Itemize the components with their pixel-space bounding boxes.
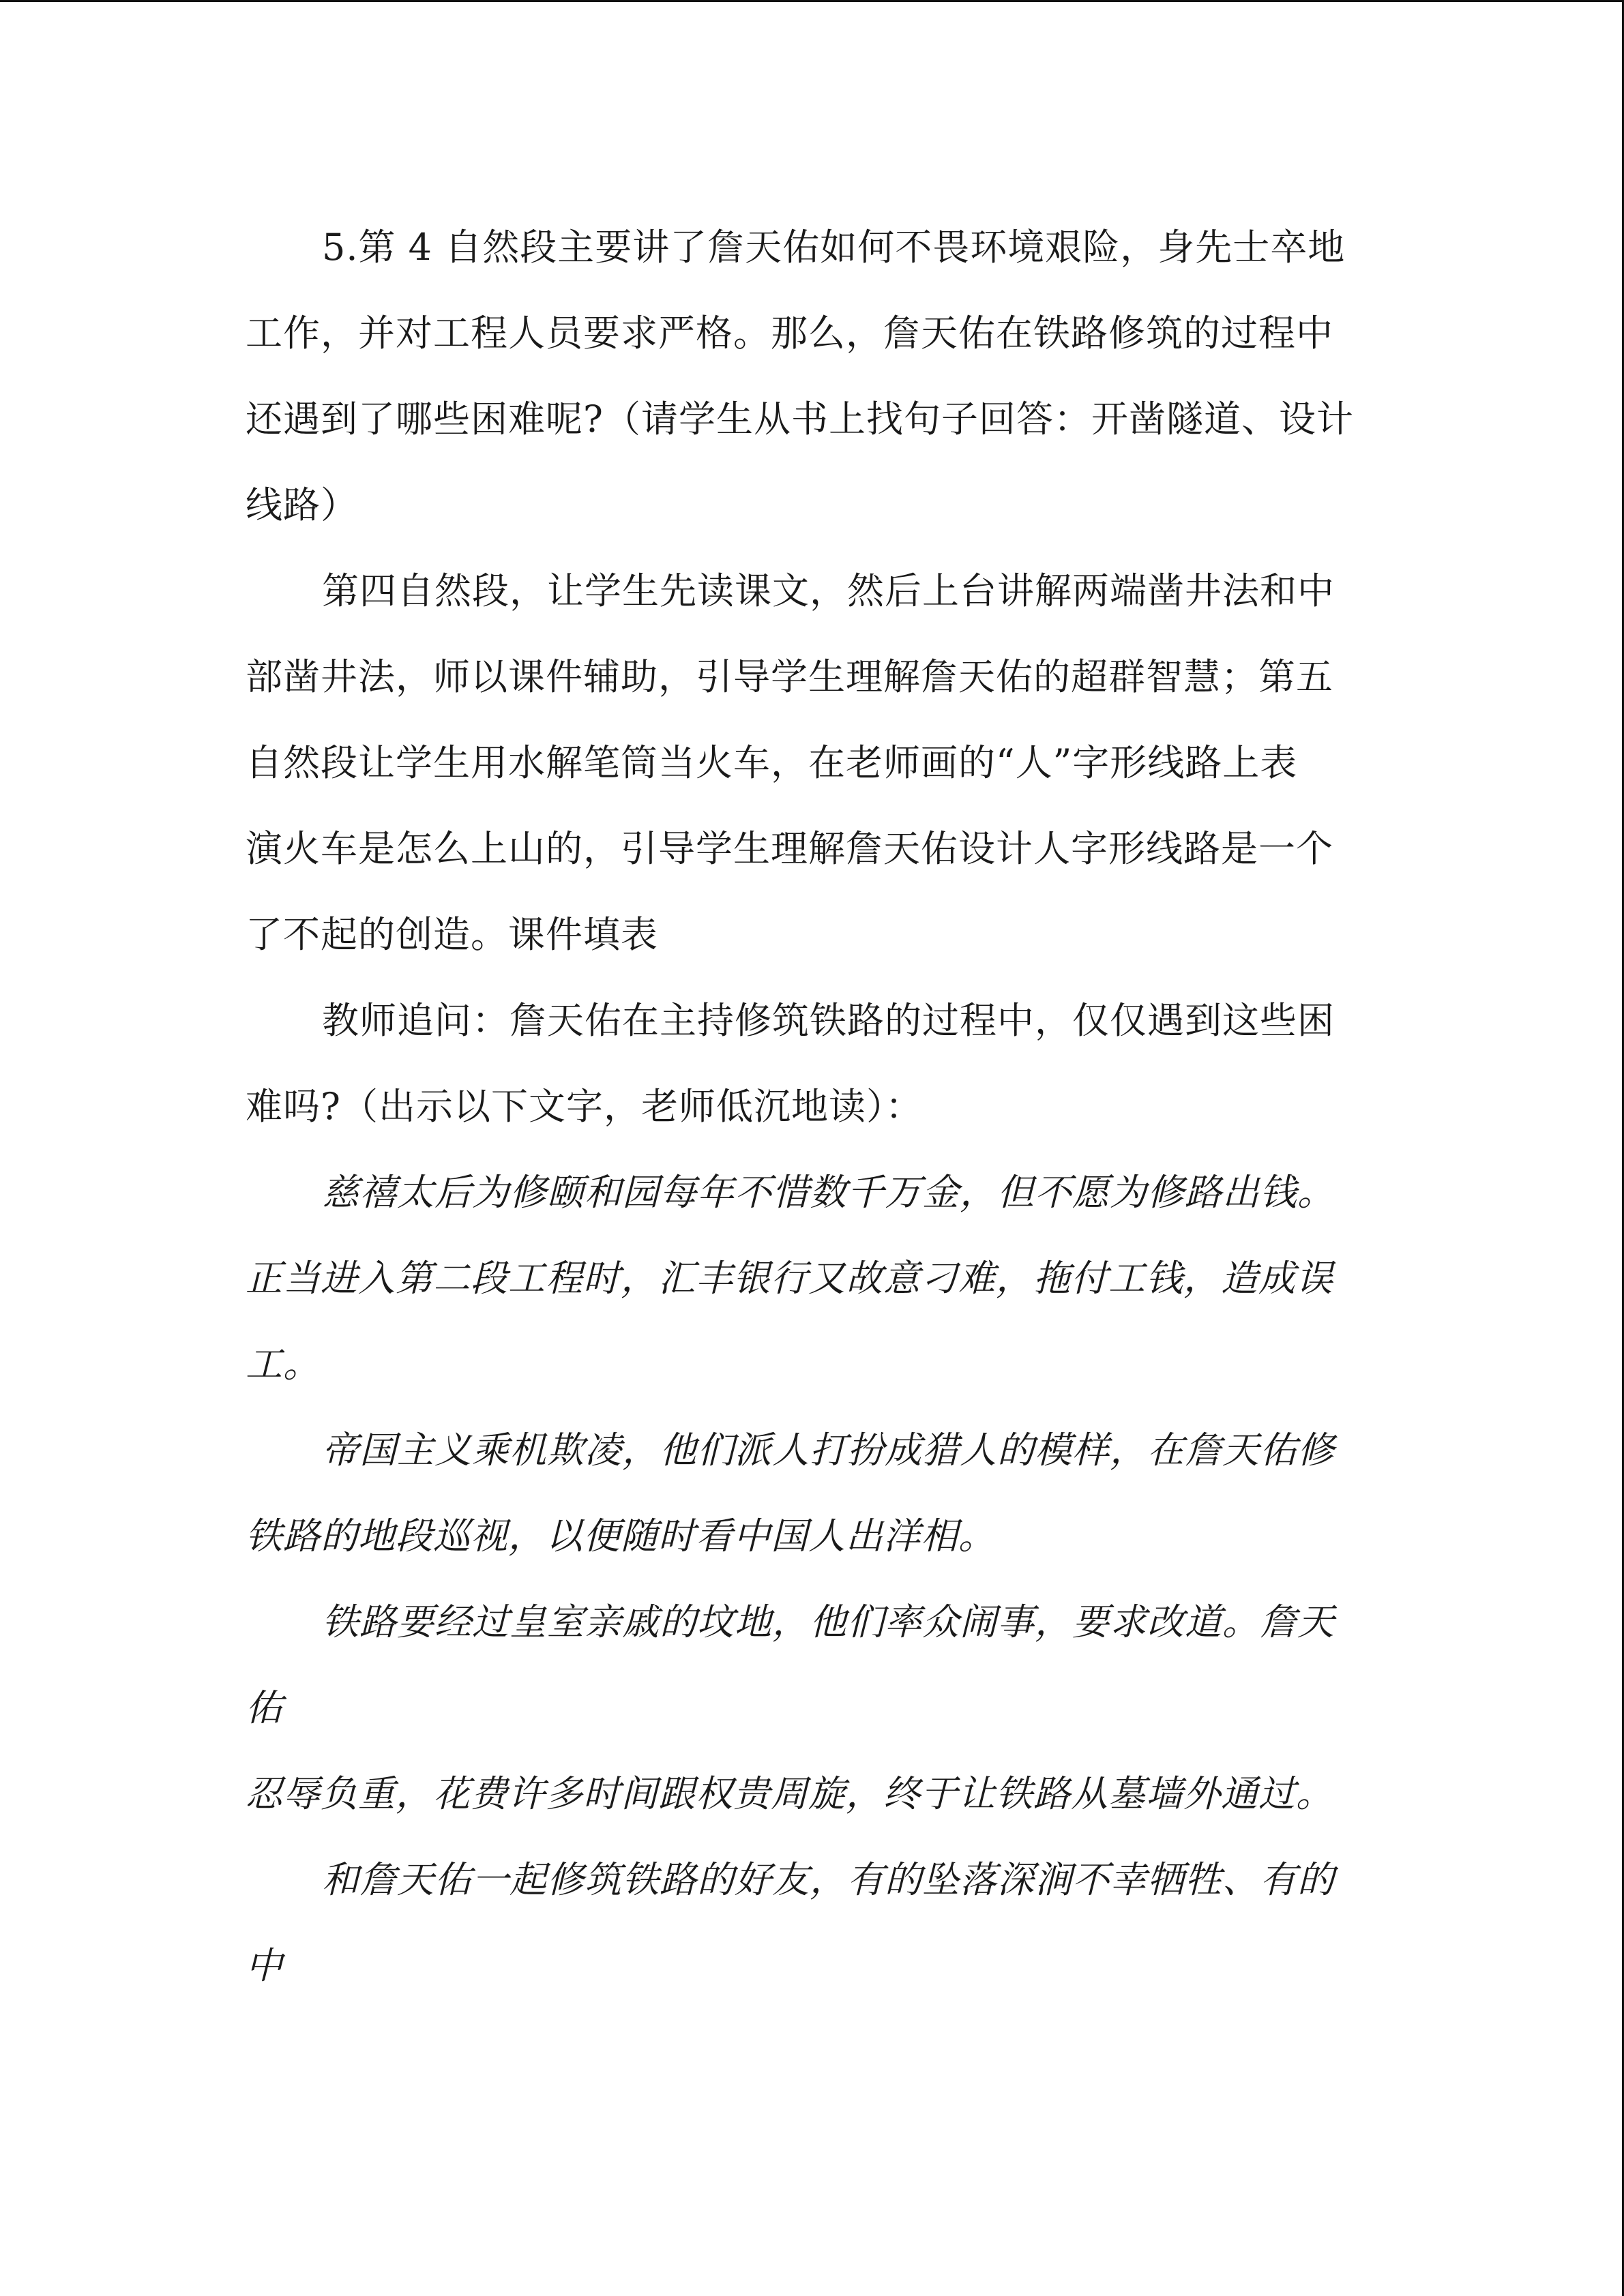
quote-line: 正当进入第二段工程时，汇丰银行又故意刁难，拖付工钱，造成误 bbox=[246, 1257, 1333, 1300]
paragraph-line: 教师追问：詹天佑在主持修筑铁路的过程中，仅仅遇到这些困 bbox=[322, 999, 1335, 1042]
quote-line: 中 bbox=[246, 1944, 283, 1987]
paragraph-line: 线路） bbox=[246, 483, 358, 526]
page-border-top bbox=[0, 0, 1624, 2]
paragraph-line: 演火车是怎么上山的，引导学生理解詹天佑设计人字形线路是一个 bbox=[246, 827, 1333, 870]
quote-line: 佑 bbox=[246, 1686, 283, 1729]
quote-line: 工。 bbox=[246, 1343, 321, 1386]
quote-line: 铁路的地段巡视，以便随时看中国人出洋相。 bbox=[246, 1515, 996, 1557]
quote-line: 慈禧太后为修颐和园每年不惜数千万金，但不愿为修路出钱。 bbox=[322, 1171, 1335, 1214]
paragraph-line: 工作，并对工程人员要求严格。那么，詹天佑在铁路修筑的过程中 bbox=[246, 312, 1333, 355]
paragraph-line: 还遇到了哪些困难呢?（请学生从书上找句子回答：开凿隧道、设计 bbox=[246, 398, 1354, 441]
paragraph-line: 了不起的创造。课件填表 bbox=[246, 913, 658, 956]
paragraph-line: 5.第 4 自然段主要讲了詹天佑如何不畏环境艰险，身先士卒地 bbox=[322, 226, 1346, 269]
paragraph-line: 部凿井法，师以课件辅助，引导学生理解詹天佑的超群智慧；第五 bbox=[246, 655, 1333, 698]
quote-line: 和詹天佑一起修筑铁路的好友，有的坠落深涧不幸牺牲、有的 bbox=[322, 1858, 1335, 1901]
document-body bbox=[246, 205, 1378, 2009]
quote-line: 铁路要经过皇室亲戚的坟地，他们率众闹事，要求改道。詹天 bbox=[322, 1600, 1335, 1643]
paragraph-line: 难吗?（出示以下文字，老师低沉地读）： bbox=[246, 1085, 923, 1128]
paragraph-line: 第四自然段，让学生先读课文，然后上台讲解两端凿井法和中 bbox=[322, 569, 1335, 612]
quote-line: 帝国主义乘机欺凌，他们派人打扮成猎人的模样，在詹天佑修 bbox=[322, 1429, 1335, 1472]
quote-line: 忍辱负重，花费许多时间跟权贵周旋，终于让铁路从墓墙外通过。 bbox=[246, 1772, 1333, 1815]
paragraph-line: 自然段让学生用水解笔筒当火车，在老师画的“人”字形线路上表 bbox=[246, 741, 1298, 784]
